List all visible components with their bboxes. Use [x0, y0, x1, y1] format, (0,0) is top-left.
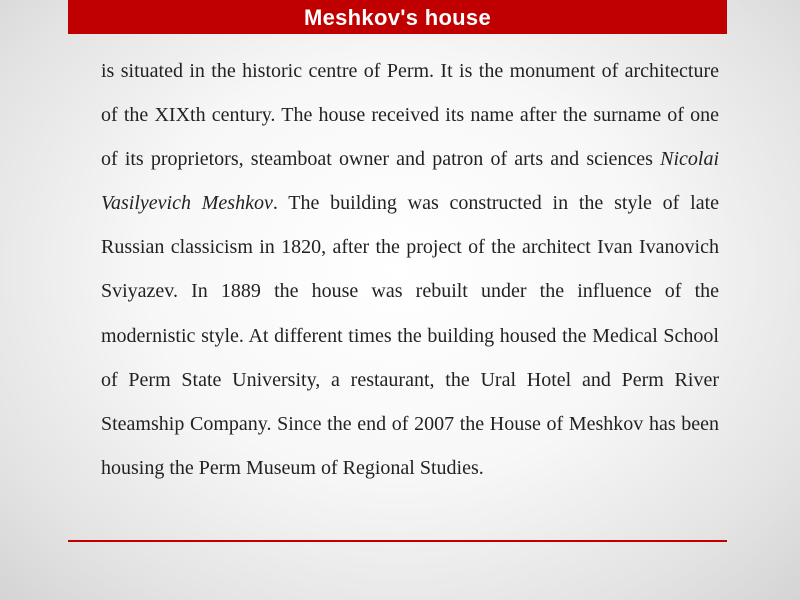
paragraph-text-start: is situated in the historic centre of Perm. It is the monument of architecture of the XIXth century. The house received its name after the surname of one of its proprietors, steamboat owner and patron of arts and sciences	[101, 60, 719, 171]
body-paragraph	[101, 49, 719, 490]
title-bar	[68, 0, 727, 34]
paragraph-text-end: . The building was constructed in the style of late Russian classicism in 1820, after the project of the architect Ivan Ivanovich Sviyazev. In 1889 the house was rebuilt under the influence of the modernistic style. At different times the building housed the Medical School of Perm State University, a restaurant, the Ural Hotel and Perm River Steamship Company. Since the end of 2007 the House of Meshkov has been housing the Perm Museum of Regional Studies.	[101, 192, 719, 479]
bottom-divider-line	[68, 540, 727, 542]
slide-title: Meshkov's house	[303, 5, 491, 30]
proprietor-name: Nicolai Vasilyevich Meshkov	[101, 148, 719, 215]
